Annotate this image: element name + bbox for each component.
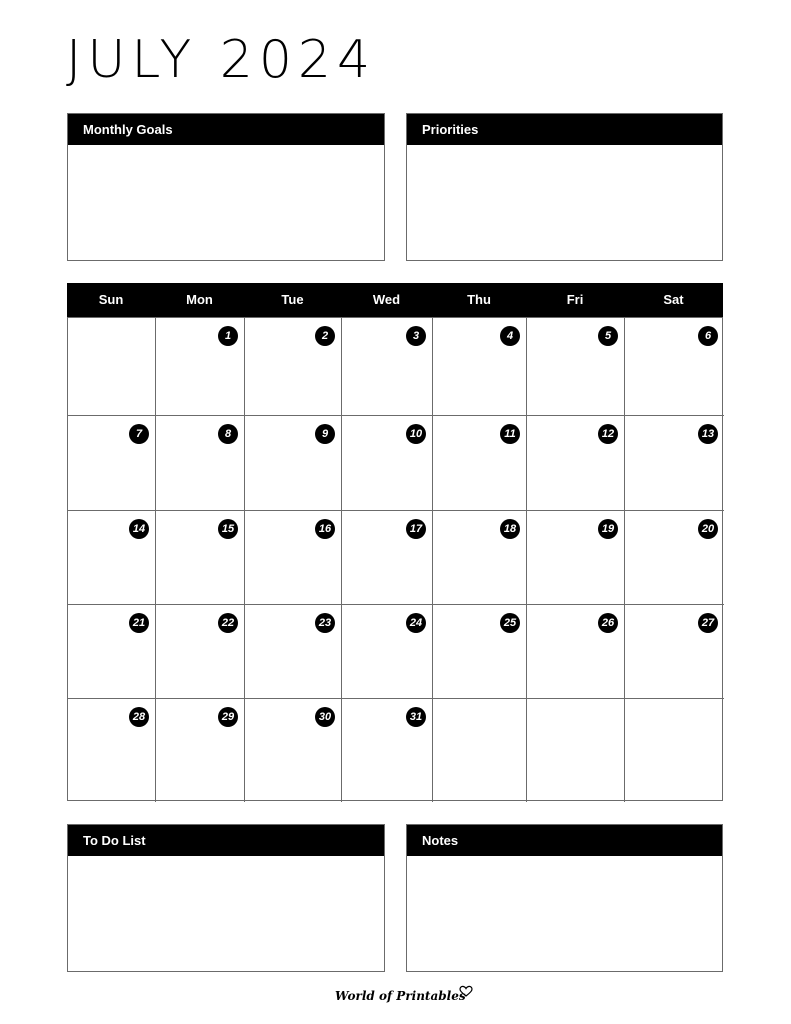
day-number-badge: 19 bbox=[598, 519, 618, 539]
day-cell-22[interactable] bbox=[156, 605, 245, 699]
weekday-label-sat: Sat bbox=[663, 292, 684, 307]
day-cell-14[interactable] bbox=[68, 511, 156, 605]
day-number-badge: 20 bbox=[698, 519, 718, 539]
brand-logo: World of Printables bbox=[335, 989, 466, 1003]
day-cell-26[interactable] bbox=[527, 605, 625, 699]
day-cell-8[interactable] bbox=[156, 416, 245, 511]
todo-list-writing-area[interactable] bbox=[68, 856, 384, 971]
notes-header: Notes bbox=[407, 825, 722, 856]
weekday-label-thu: Thu bbox=[467, 292, 491, 307]
day-number-badge: 5 bbox=[598, 326, 618, 346]
day-number-badge: 16 bbox=[315, 519, 335, 539]
weekday-label-tue: Tue bbox=[281, 292, 304, 307]
empty-day-cell[interactable] bbox=[625, 699, 724, 802]
day-cell-9[interactable] bbox=[245, 416, 342, 511]
weekday-label-sun: Sun bbox=[98, 292, 124, 307]
day-number-badge: 2 bbox=[315, 326, 335, 346]
weekday-label-fri: Fri bbox=[566, 292, 584, 307]
day-cell-21[interactable] bbox=[68, 605, 156, 699]
day-cell-24[interactable] bbox=[342, 605, 433, 699]
notes-writing-area[interactable] bbox=[407, 856, 722, 971]
empty-day-cell[interactable] bbox=[68, 318, 156, 416]
day-number-badge: 29 bbox=[218, 707, 238, 727]
monthly-goals-box bbox=[67, 113, 385, 261]
day-cell-25[interactable] bbox=[433, 605, 527, 699]
todo-list-box bbox=[67, 824, 385, 972]
day-number-badge: 4 bbox=[500, 326, 520, 346]
day-number-badge: 18 bbox=[500, 519, 520, 539]
day-cell-18[interactable] bbox=[433, 511, 527, 605]
todo-list-header: To Do List bbox=[68, 825, 384, 856]
weekday-label-wed: Wed bbox=[372, 292, 401, 307]
day-number-badge: 31 bbox=[406, 707, 426, 727]
day-cell-29[interactable] bbox=[156, 699, 245, 802]
day-number-badge: 6 bbox=[698, 326, 718, 346]
day-cell-16[interactable] bbox=[245, 511, 342, 605]
day-number-badge: 13 bbox=[698, 424, 718, 444]
day-cell-11[interactable] bbox=[433, 416, 527, 511]
empty-day-cell[interactable] bbox=[433, 699, 527, 802]
day-cell-1[interactable] bbox=[156, 318, 245, 416]
day-number-badge: 3 bbox=[406, 326, 426, 346]
day-number-badge: 10 bbox=[406, 424, 426, 444]
day-number-badge: 26 bbox=[598, 613, 618, 633]
day-number-badge: 8 bbox=[218, 424, 238, 444]
monthly-goals-header: Monthly Goals bbox=[68, 114, 384, 145]
day-cell-31[interactable] bbox=[342, 699, 433, 802]
day-number-badge: 30 bbox=[315, 707, 335, 727]
page-title: JULY 2024 bbox=[66, 30, 377, 90]
day-cell-13[interactable] bbox=[625, 416, 724, 511]
day-cell-27[interactable] bbox=[625, 605, 724, 699]
weekday-header-row bbox=[67, 283, 723, 317]
day-number-badge: 17 bbox=[406, 519, 426, 539]
day-cell-19[interactable] bbox=[527, 511, 625, 605]
day-cell-23[interactable] bbox=[245, 605, 342, 699]
day-number-badge: 21 bbox=[129, 613, 149, 633]
weekday-label-mon: Mon bbox=[186, 292, 213, 307]
day-number-badge: 25 bbox=[500, 613, 520, 633]
calendar-grid bbox=[67, 317, 723, 801]
monthly-goals-writing-area[interactable] bbox=[68, 145, 384, 260]
priorities-header: Priorities bbox=[407, 114, 722, 145]
day-cell-12[interactable] bbox=[527, 416, 625, 511]
day-number-badge: 23 bbox=[315, 613, 335, 633]
day-number-badge: 15 bbox=[218, 519, 238, 539]
notes-box bbox=[406, 824, 723, 972]
empty-day-cell[interactable] bbox=[527, 699, 625, 802]
day-cell-30[interactable] bbox=[245, 699, 342, 802]
day-number-badge: 1 bbox=[218, 326, 238, 346]
day-number-badge: 11 bbox=[500, 424, 520, 444]
day-cell-6[interactable] bbox=[625, 318, 724, 416]
day-number-badge: 14 bbox=[129, 519, 149, 539]
priorities-writing-area[interactable] bbox=[407, 145, 722, 260]
day-cell-17[interactable] bbox=[342, 511, 433, 605]
day-cell-7[interactable] bbox=[68, 416, 156, 511]
day-cell-10[interactable] bbox=[342, 416, 433, 511]
day-number-badge: 22 bbox=[218, 613, 238, 633]
priorities-box bbox=[406, 113, 723, 261]
day-number-badge: 27 bbox=[698, 613, 718, 633]
day-number-badge: 24 bbox=[406, 613, 426, 633]
day-cell-28[interactable] bbox=[68, 699, 156, 802]
day-cell-2[interactable] bbox=[245, 318, 342, 416]
day-number-badge: 12 bbox=[598, 424, 618, 444]
day-cell-4[interactable] bbox=[433, 318, 527, 416]
day-number-badge: 9 bbox=[315, 424, 335, 444]
day-cell-5[interactable] bbox=[527, 318, 625, 416]
day-cell-15[interactable] bbox=[156, 511, 245, 605]
day-number-badge: 7 bbox=[129, 424, 149, 444]
day-cell-20[interactable] bbox=[625, 511, 724, 605]
heart-icon bbox=[459, 985, 473, 997]
calendar bbox=[67, 283, 723, 801]
day-number-badge: 28 bbox=[129, 707, 149, 727]
day-cell-3[interactable] bbox=[342, 318, 433, 416]
